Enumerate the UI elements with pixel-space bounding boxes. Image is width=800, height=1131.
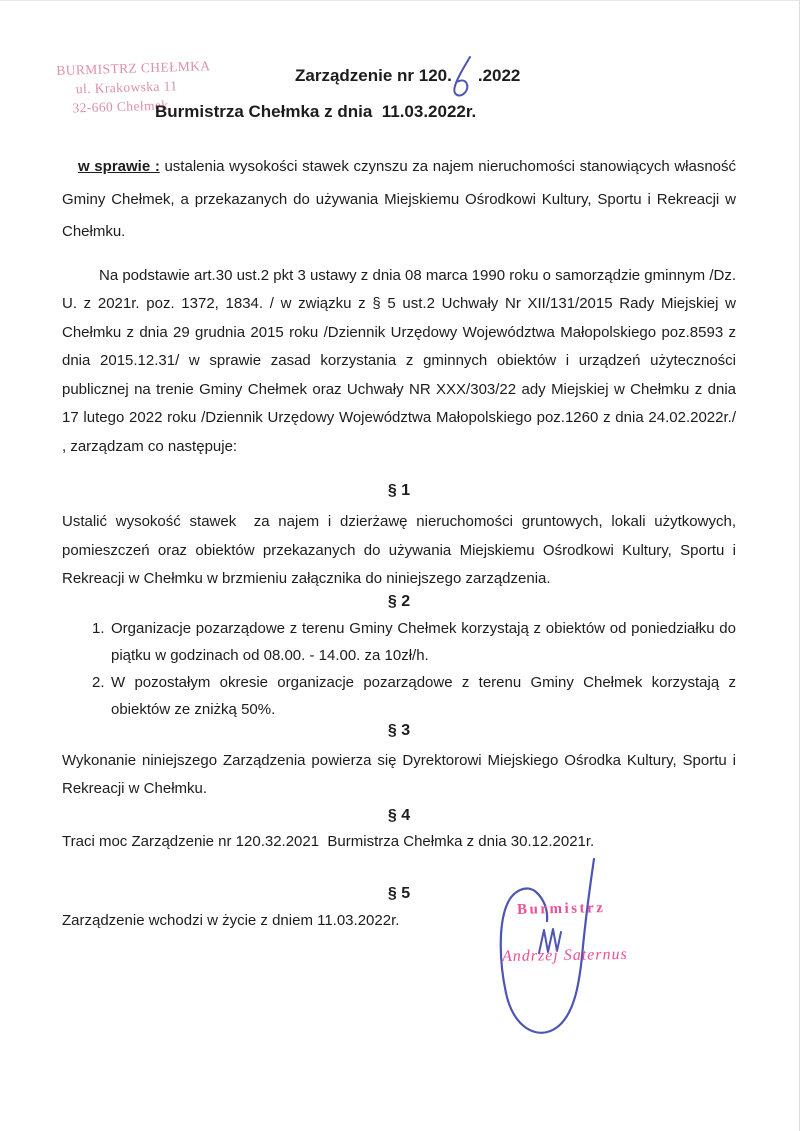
title-prefix: Zarządzenie nr 120. (295, 66, 452, 85)
section-3-paragraph: Wykonanie niniejszego Zarządzenia powierza się Dyrektorowi Miejskiego Ośrodka Kultury, Sportu i Rekreacji w Chełmku. (62, 751, 736, 797)
section-1-paragraph: Ustalić wysokość stawek za najem i dzierżawę nieruchomości gruntowych, lokali użytkowych, pomieszczeń oraz obiektów przekazanych do używania Miejskiemu Ośrodkowi Kultury, Sportu i Rekreacji w Chełmku w brzmieniu załącznika do niniejszego zarządzenia. (62, 513, 736, 587)
section-1-heading: § 1 (387, 482, 411, 499)
list-item (92, 669, 736, 723)
list-item-text: W pozostałym okresie organizacje pozarządowe z terenu Gminy Chełmek korzystają z obiektów ze zniżką 50%. (111, 673, 736, 718)
list-item-text: Organizacje pozarządowe z terenu Gminy Chełmek korzystają z obiektów od poniedziałku do piątku w godzinach od 08.00. - 14.00. za 10zł/h. (111, 619, 736, 664)
subject-label: w sprawie : (78, 158, 160, 175)
section-3-heading: § 3 (387, 721, 411, 739)
list-item-number: 1. (92, 619, 105, 637)
title-suffix: .2022 (477, 66, 521, 85)
document-title-line2: Burmistrza Chełmka z dnia 11.03.2022r. (155, 102, 477, 121)
section-5-paragraph: Zarządzenie wchodzi w życie z dniem 11.03.2022r. (62, 912, 400, 929)
stamp-office-name: BURMISTRZ CHEŁMKA (56, 58, 211, 78)
document-title-line1 (62, 1, 736, 87)
signature-stamp-title: Burmistrz (516, 900, 606, 918)
section-4-paragraph: Traci moc Zarządzenie nr 120.32.2021 Burmistrza Chełmka z dnia 30.12.2021r. (62, 832, 595, 850)
section-5-heading: § 5 (387, 885, 411, 902)
document-content (0, 1, 799, 936)
legal-basis-paragraph: Na podstawie art.30 ust.2 pkt 3 ustawy z dnia 08 marca 1990 roku o samorządzie gminnym /Dz. U. z 2021r. poz. 1372, 1834. / w związku z § 5 ust.2 Uchwały Nr XII/131/2015 Rady Miejskiej w Chełmku z dnia 29 grudnia 2015 roku /Dziennik Urzędowy Województwa Małopolskiego poz.8593 z dnia 2015.12.31/ w sprawie zasad korzystania z gminnych obiektów i urządzeń użyteczności publicznej na trenie Gminy Chełmek oraz Uchwały NR XXX/303/22 ady Miejskiej w Chełmku z dnia 17 lutego 2022 roku /Dziennik Urzędowy Województwa Małopolskiego poz.1260 z dnia 24.02.2022r./ , zarządzam co następuje: (62, 266, 736, 455)
subject-text: ustalenia wysokości stawek czynszu za najem nieruchomości stanowiących własność Gminy Chełmek, a przekazanych do używania Miejskiemu Ośrodkowi Kultury, Sportu i Rekreacji w Chełmku. (62, 158, 737, 240)
list-item-number: 2. (92, 673, 105, 691)
handwritten-6-ink (450, 55, 472, 99)
handwritten-number-6 (450, 55, 472, 99)
section-2-list (62, 615, 736, 723)
list-item (92, 615, 736, 669)
section-4-heading: § 4 (387, 806, 411, 824)
stamp-city: 32-660 Chełmek (72, 97, 169, 116)
signature-stamp-name: Andrzej Saternus (501, 945, 628, 966)
subject-paragraph (62, 151, 736, 249)
section-2-heading: § 2 (387, 592, 411, 610)
stamp-street: ul. Krakowska 11 (75, 78, 178, 97)
